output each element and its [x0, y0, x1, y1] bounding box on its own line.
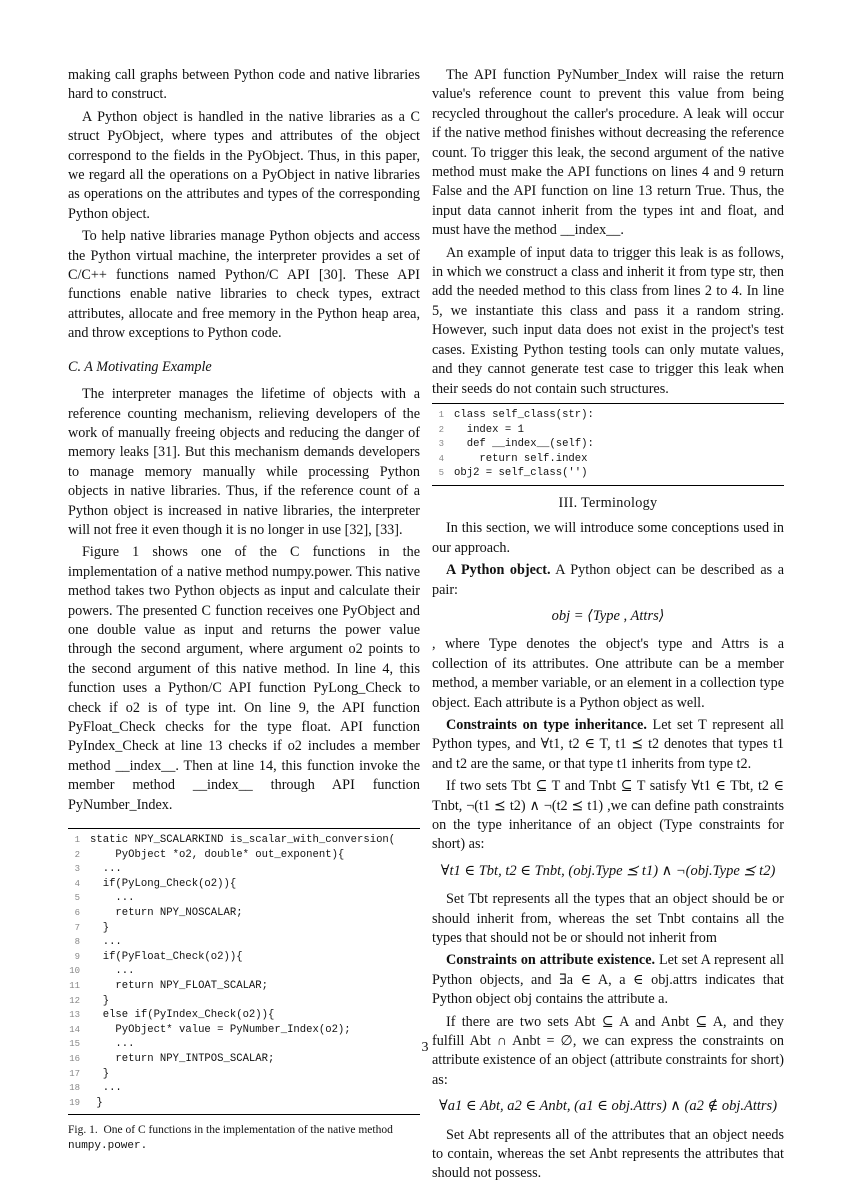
code-text: } — [90, 1067, 110, 1080]
code-line — [68, 964, 420, 979]
code-text: else if(PyIndex_Check(o2)){ — [90, 1009, 275, 1022]
code-text: obj2 = self_class('') — [454, 467, 588, 480]
code-text: ... — [90, 892, 135, 905]
code-line — [68, 1067, 420, 1082]
figure-caption: Fig. 1. One of C functions in the implementation of the native method numpy.power. — [68, 1124, 393, 1152]
code-line — [68, 935, 420, 950]
code-line — [68, 833, 420, 848]
code-listing-figure-1 — [68, 828, 420, 1115]
paragraph: A Python object is handled in the native libraries as a C struct PyObject, where types and attributes of the object correspond to the fields in the PyObject. Thus, in this paper, we regard all the operations on a PyObject in native libraries as operations on the attributes and types of the corresponding Python object. — [68, 108, 420, 222]
code-line — [68, 1008, 420, 1023]
code-line — [68, 862, 420, 877]
equation: ∀t1 ∈ Tbt, t2 ∈ Tnbt, (obj.Type ⪯ t1) ∧ ¬(obj.Type ⪯ t2) — [440, 862, 776, 879]
section-heading: III. Terminology — [558, 494, 658, 511]
code-text: if(PyLong_Check(o2)){ — [90, 877, 237, 890]
line-number: 1 — [74, 835, 80, 846]
code-listing-example — [432, 403, 784, 486]
line-number: 17 — [69, 1068, 80, 1079]
code-line — [432, 452, 784, 467]
right-column — [432, 66, 784, 1187]
line-number: 13 — [69, 1010, 80, 1021]
code-text: index = 1 — [454, 423, 524, 436]
code-text: ... — [90, 965, 135, 978]
code-line — [68, 1023, 420, 1038]
code-text: return NPY_FLOAT_SCALAR; — [90, 979, 269, 992]
left-column — [68, 66, 420, 1153]
code-line — [68, 994, 420, 1009]
paragraph: An example of input data to trigger this leak is as follows, in which we construct a class and inherit it from type str, then add the needed method to this class from lines 2 to 4. In line 5, we instantiate this class and pass it a random string. However, such input data does not exist in the project's test cases. Existing Python testing tools can only mutate values, and they cannot generate test case to trigger this leak when their seeds do not contain such structures. — [432, 244, 784, 397]
code-line — [68, 979, 420, 994]
paragraph: Figure 1 shows one of the C functions in the implementation of a native method numpy.power. This native method takes two Python objects as input and calculate their powers. The presented C function receives one PyObject and one double value as input and returns the power value through the second argument, where argument o2 points to the second argument of this native method. In line 4, this function uses a Python/C API function PyLong_Check to check if o2 is of type int. On line 9, the API function PyFloat_Check checks for the type float. API function PyIndex_Check at line 13 checks if o2 includes a member method __index__. Then at line 14, this function invoke the member method __index__ through API function PyNumber_Index. — [68, 544, 420, 813]
line-number: 14 — [69, 1024, 80, 1035]
code-text: PyObject *o2, double* out_exponent){ — [90, 848, 345, 861]
code-line — [432, 437, 784, 452]
line-number: 9 — [74, 951, 80, 962]
line-number: 4 — [74, 878, 80, 889]
code-text: return NPY_INTPOS_SCALAR; — [90, 1052, 275, 1065]
equation: ∀a1 ∈ Abt, a2 ∈ Anbt, (a1 ∈ obj.Attrs) ∧ (a2 ∉ obj.Attrs) — [438, 1098, 778, 1115]
code-line — [432, 423, 784, 438]
line-number: 2 — [438, 424, 444, 435]
line-number: 2 — [74, 849, 80, 860]
line-number: 5 — [438, 468, 444, 479]
code-line — [68, 877, 420, 892]
code-text: } — [90, 994, 110, 1007]
code-line — [68, 950, 420, 965]
code-text: return NPY_NOSCALAR; — [90, 907, 243, 919]
line-number: 18 — [69, 1083, 80, 1094]
paragraph: Constraints on type inheritance. Let set T represent all Python types, and ∀t1, t2 ∈ T, t1 ⪯ t2 denotes that types t1 and t2 are the same, or that type t1 inherits from type t2. — [432, 716, 784, 772]
code-line — [432, 466, 784, 481]
paragraph: In this section, we will introduce some conceptions used in our approach. — [432, 520, 784, 556]
paragraph: Set Abt represents all of the attributes that an object needs to contain, whereas the set Anbt represents the attributes that should not possess. — [432, 1126, 784, 1182]
code-text: ... — [90, 936, 122, 949]
paragraph: , where Type denotes the object's type and Attrs is a collection of its attributes. One attribute can be a member method, a member variable, or an element in a collection type object. Each attribute is a Python object as well. — [432, 636, 784, 711]
paragraph: If two sets Tbt ⊆ T and Tnbt ⊆ T satisfy ∀t1 ∈ Tbt, t2 ∈ Tnbt, ¬(t1 ⪯ t2) ∧ ¬(t2 ⪯ t1) ,we can define path constraints on the type inheritance of an object (Type constraints for short) as: — [432, 778, 784, 853]
code-line — [432, 408, 784, 423]
line-number: 12 — [69, 995, 80, 1006]
paragraph: making call graphs between Python code and native libraries hard to construct. — [68, 67, 420, 103]
section-heading: C. A Motivating Example — [68, 358, 212, 375]
code-text: } — [90, 1096, 103, 1109]
line-number: 3 — [74, 864, 80, 875]
code-line — [68, 906, 420, 921]
code-text: PyObject* value = PyNumber_Index(o2); — [90, 1023, 351, 1036]
code-line — [68, 921, 420, 936]
line-number: 19 — [69, 1097, 80, 1108]
code-text: if(PyFloat_Check(o2)){ — [90, 950, 243, 963]
page-number: 3 — [421, 1040, 429, 1055]
line-number: 7 — [74, 922, 80, 933]
paragraph: If there are two sets Abt ⊆ A and Anbt ⊆ A, and they fulfill Abt ∩ Anbt = ∅, we can express the constraints on attribute existence of an object (attribute constraints for short) as: — [432, 1013, 784, 1088]
line-number: 15 — [69, 1039, 80, 1050]
paragraph: The interpreter manages the lifetime of objects with a reference counting mechanism, relieving developers of the work of manually freeing objects and reducing the danger of memory leaks [31]. But this mechanism demands developers to manage memory manually while processing Python objects in native libraries. Thus, if the reference count of a Python object is increased in native libraries, the interpreter will not free it even though it is no longer in use [32], [33]. — [68, 386, 420, 538]
line-number: 4 — [438, 453, 444, 464]
paragraph: Constraints on attribute existence. Let set A represent all Python objects, and ∃a ∈ A, a ∈ obj.attrs indicates that Python object obj contains the attribute a. — [432, 952, 785, 1008]
code-text: class self_class(str): — [454, 408, 594, 421]
code-text: } — [90, 921, 110, 934]
line-number: 3 — [438, 439, 444, 450]
line-number: 1 — [438, 409, 444, 420]
code-text: ... — [90, 1038, 135, 1051]
line-number: 5 — [74, 893, 80, 904]
line-number: 10 — [69, 966, 80, 977]
code-text: def __index__(self): — [454, 438, 594, 451]
code-text: ... — [90, 863, 122, 876]
line-number: 6 — [74, 908, 80, 918]
equation: obj = ⟨Type , Attrs⟩ — [551, 607, 665, 624]
paragraph: The API function PyNumber_Index will raise the return value's reference count to prevent this value from being recycled throughout the caller's procedure. A leak will occur if the native method finishes without decreasing the reference count. To trigger this leak, the second argument of the native method must make the API functions on lines 4 and 9 return False and the API function on line 13 return True. Thus, the input data cannot inherit from the types int and float, and must have the method __index__. — [432, 67, 784, 239]
code-line — [68, 1096, 420, 1111]
code-line — [68, 1081, 420, 1096]
line-number: 11 — [69, 980, 80, 991]
code-line — [68, 848, 420, 863]
line-number: 16 — [69, 1053, 80, 1064]
code-line — [68, 891, 420, 906]
paragraph: A Python object. A Python object can be described as a pair: — [432, 562, 784, 598]
code-text: ... — [90, 1082, 122, 1095]
paragraph: Set Tbt represents all the types that an object should be or should inherit from, whereas the set Tnbt contains all the types that should not be or should not inherit from — [432, 891, 784, 946]
code-text: return self.index — [454, 452, 588, 465]
line-number: 8 — [74, 937, 80, 948]
code-text: static NPY_SCALARKIND is_scalar_with_conversion( — [90, 834, 396, 847]
paragraph: To help native libraries manage Python objects and access the Python virtual machine, the interpreter provides a set of C/C++ functions named Python/C API [30]. These API functions enable native libraries to check types, extract attributes, allocate and free memory in the Python heap area, and throw exceptions to Python code. — [68, 228, 420, 342]
